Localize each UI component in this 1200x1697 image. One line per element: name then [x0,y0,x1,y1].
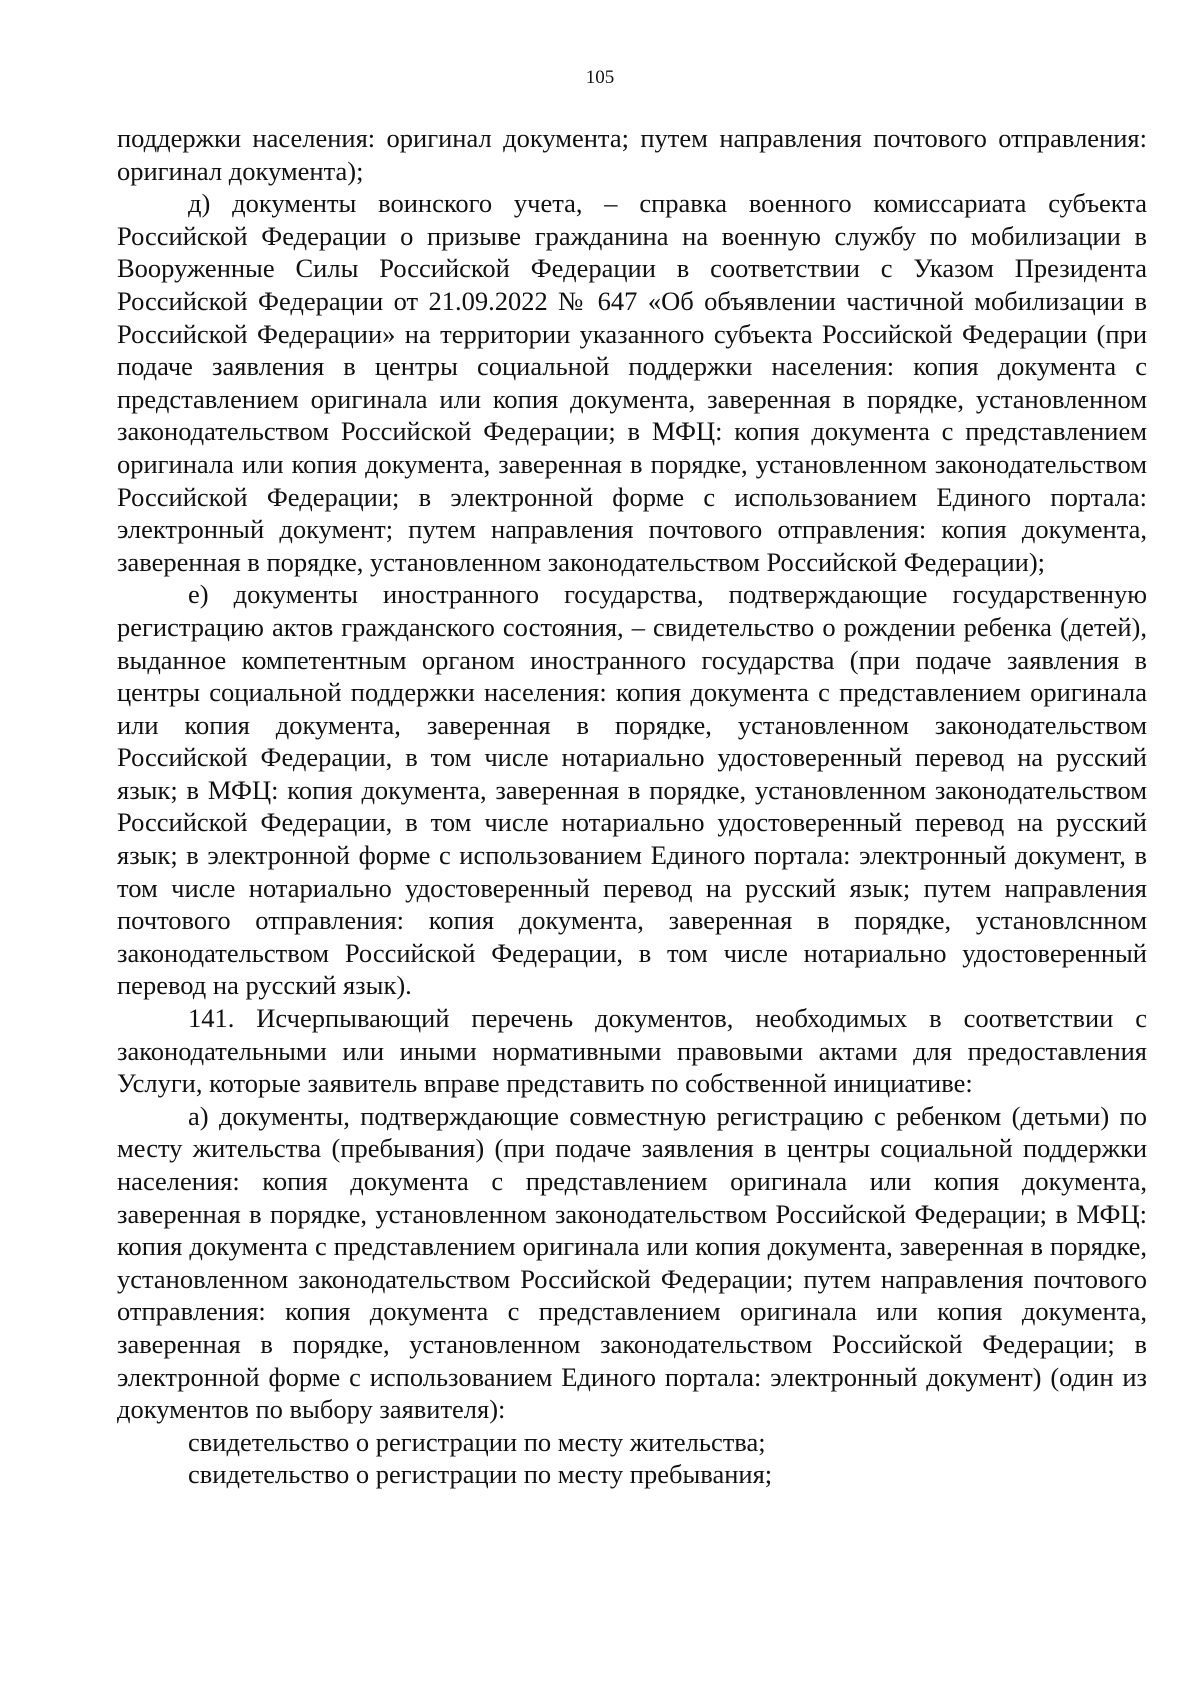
paragraph-item-a: а) документы, подтверждающие совместную регистрацию с ребенком (детьми) по месту жительства (пребывания) (при подаче заявления в центры социальной поддержки населения: копия документа с представлением оригинала или копия документа, заверенная в порядке, установленном законодательством Российской Федерации; в МФЦ: копия документа с представлением оригинала или копия документа, заверенная в порядке, установленном законодательством Российской Федерации; путем направления почтового отправления: копия документа с представлением оригинала или копия документа, заверенная в порядке, установленном законодательством Российской Федерации; в электронной форме с использованием Единого портала: электронный документ) (один из документов по выбору заявителя): [117,1100,1147,1425]
page-number: 105 [585,67,615,88]
list-item: свидетельство о регистрации по месту жительства; [188,1426,766,1457]
paragraph-141: 141. Исчерпывающий перечень документов, необходимых в соответствии с законодательными или иными нормативными правовыми актами для предоставления Услуги, которые заявитель вправе представить по собственной инициативе: [117,1003,1147,1099]
paragraph-item-d: д) документы воинского учета, – справка военного комиссариата субъекта Российской Федерации о призыве гражданина на военную службу по мобилизации в Вооруженные Силы Российской Федерации в соответствии с Указом Президента Российской Федерации от 21.09.2022 № 647 «Об объявлении частичной мобилизации в Российской Федерации» на территории указанного субъекта Российской Федерации (при подаче заявления в центры социальной поддержки населения: копия документа с представлением оригинала или копия документа, заверенная в порядке, установленном законодательством Российской Федерации; в МФЦ: копия документа с представлением оригинала или копия документа, заверенная в порядке, установленном законодательством Российской Федерации; в электронной форме с использованием Единого портала: электронный документ; путем направления почтового отправления: копия документа, заверенная в порядке, установленном законодательством Российской Федерации); [117,188,1147,577]
document-body [117,122,1147,1491]
list-item: свидетельство о регистрации по месту пребывания; [188,1459,773,1490]
paragraph-continuation: поддержки населения: оригинал документа; путем направления почтового отправления: оригинал документа); [117,123,1147,186]
paragraph-item-e: е) документы иностранного государства, подтверждающие государственную регистрацию актов гражданского состояния, – свидетельство о рождении ребенка (детей), выданное компетентным органом иностранного государства (при подаче заявления в центры социальной поддержки населения: копия документа с представлением оригинала или копия документа, заверенная в порядке, установленном законодательством Российской Федерации, в том числе нотариально удостоверенный перевод на русский язык; в МФЦ: копия документа, заверенная в порядке, установленном законодательством Российской Федерации, в том числе нотариально удостоверенный перевод на русский язык; в электронной форме с использованием Единого портала: электронный документ, в том числе нотариально удостоверенный перевод на русский язык; путем направления почтового отправления: копия документа, заверенная в порядке, установлснном законодательством Российской Федерации, в том числе нотариально удостоверенный перевод на русский язык). [117,579,1147,1001]
